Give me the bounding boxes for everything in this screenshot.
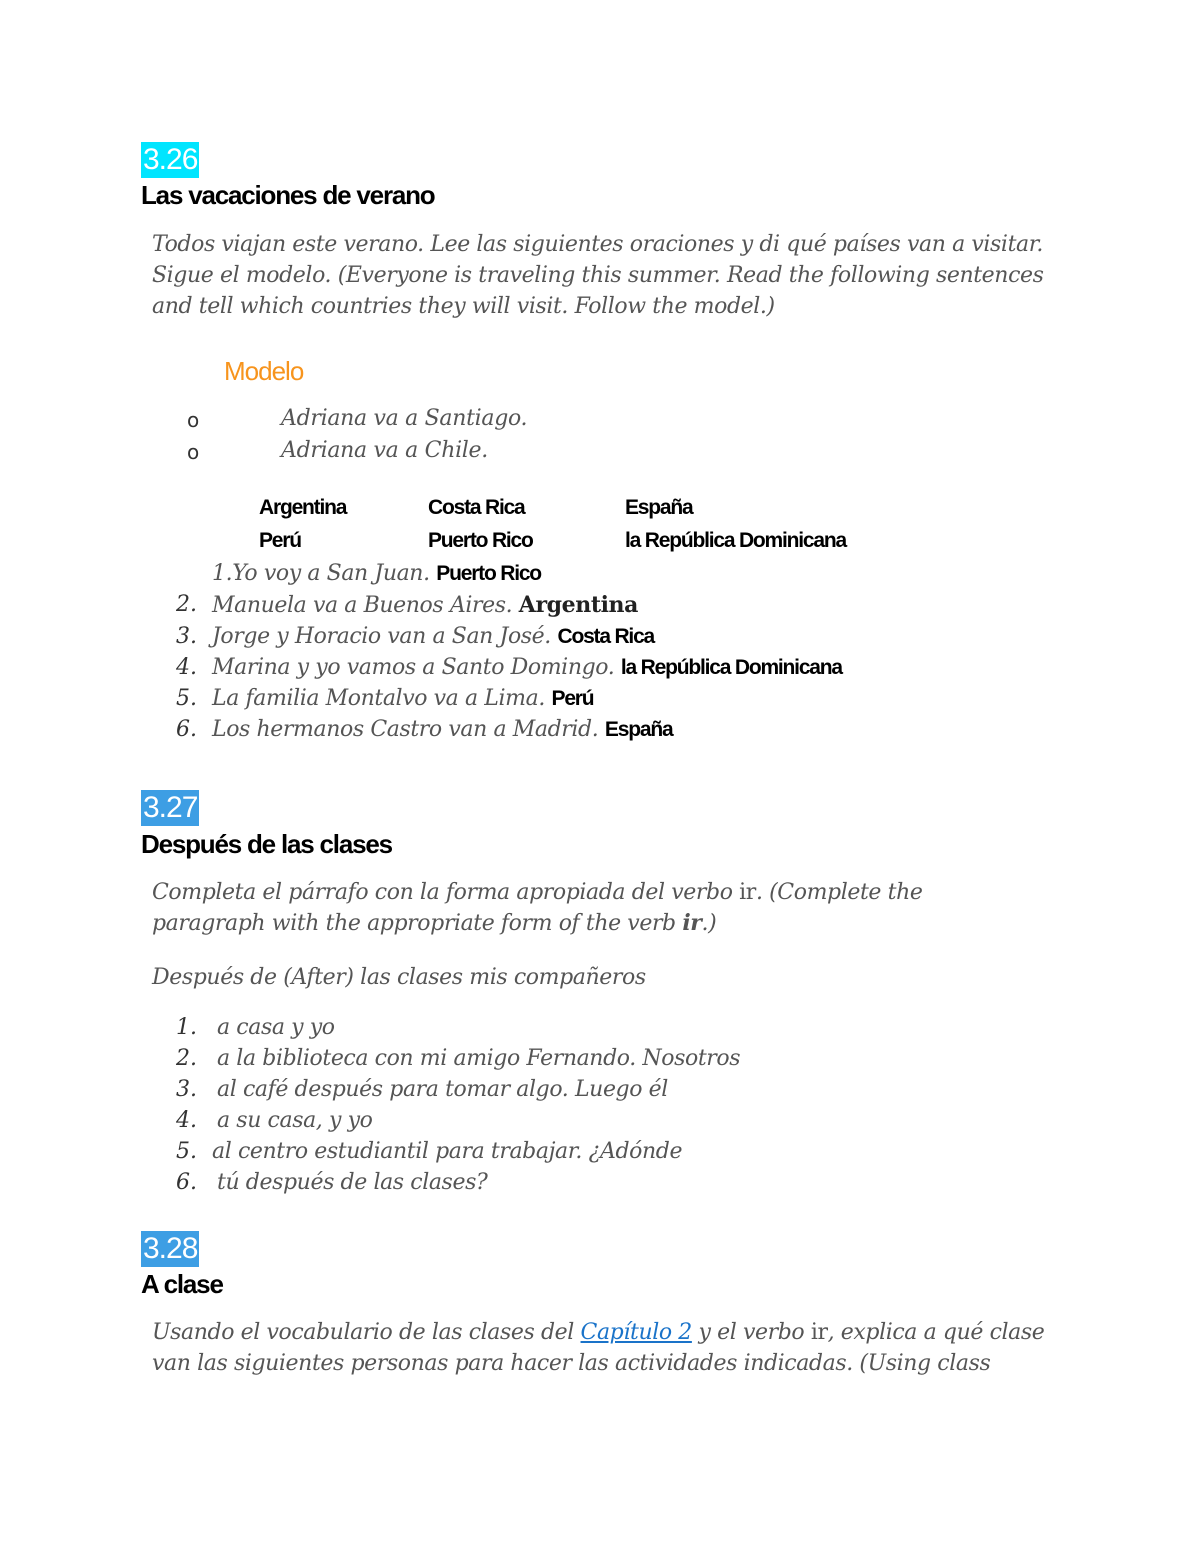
modelo-label: Modelo (224, 356, 304, 386)
instruction-line: Sigue el modelo. (Everyone is traveling this summer. Read the following sentences (152, 263, 1044, 288)
instruction-line: paragraph with the appropriate form of the verb ir.) (152, 910, 717, 936)
item-answer: Argentina (518, 592, 639, 618)
word-bank-item: Argentina (259, 496, 347, 519)
instructions (152, 1317, 1044, 1379)
list-item: al café después para tomar algo. Luego él (217, 1077, 668, 1102)
word-bank-item: Puerto Rico (428, 529, 533, 552)
list-item (212, 561, 541, 586)
list-item: a casa y yo (217, 1015, 335, 1040)
instructions (152, 229, 1044, 322)
item-number: 5. (176, 1139, 197, 1164)
verb-ir: ir (682, 910, 702, 936)
bullet-icon: o (187, 440, 200, 464)
word-bank-item: Costa Rica (428, 496, 525, 519)
item-number: 3. (176, 1077, 197, 1102)
item-answer: la República Dominicana (620, 656, 842, 679)
word-bank-item: España (625, 496, 693, 519)
item-text: Los hermanos Castro van a Madrid. (212, 717, 605, 742)
item-number: 4. (176, 1108, 197, 1133)
item-number: 3. (176, 624, 197, 649)
instruction-line: van las siguientes personas para hacer las actividades indicadas. (Using class (152, 1351, 991, 1376)
instructions (152, 877, 922, 939)
item-answer: Perú (551, 687, 594, 710)
list-item (212, 655, 842, 680)
section-number-badge: 3.28 (143, 1232, 198, 1265)
instruction-line: Todos viajan este verano. Lee las siguientes oraciones y di qué países van a visitar. (152, 232, 1044, 257)
paragraph-intro: Después de (After) las clases mis compañeros (152, 965, 646, 990)
item-answer: España (604, 718, 673, 741)
item-number: 6. (176, 1170, 197, 1195)
item-number: 1. (212, 561, 233, 586)
list-item (212, 717, 672, 742)
item-number: 2. (176, 1046, 197, 1071)
bullet-icon: o (187, 408, 200, 432)
verb-ir: ir (739, 880, 756, 905)
item-text: Yo voy a San Juan. (232, 561, 437, 586)
section-title: Después de las clases (141, 829, 392, 859)
item-number: 1. (176, 1015, 197, 1040)
instruction-line: Usando el vocabulario de las clases del Capítulo 2 y el verbo ir, explica a qué clase (152, 1320, 1045, 1345)
list-item: a la biblioteca con mi amigo Fernando. Nosotros (217, 1046, 741, 1071)
section-number-badge: 3.27 (143, 791, 198, 824)
item-answer: Puerto Rico (436, 562, 541, 585)
list-item: tú después de las clases? (217, 1170, 488, 1195)
item-text: Jorge y Horacio van a San José. (212, 624, 558, 649)
section-title: Las vacaciones de verano (141, 180, 435, 210)
model-sentence: Adriana va a Chile. (281, 438, 488, 463)
word-bank-item: Perú (259, 529, 301, 552)
list-item (212, 624, 654, 649)
section-number-badge: 3.26 (143, 143, 198, 176)
item-number: 5. (176, 686, 197, 711)
item-text: Manuela va a Buenos Aires. (212, 593, 519, 618)
list-item (212, 686, 593, 711)
item-text: Marina y yo vamos a Santo Domingo. (212, 655, 621, 680)
instruction-line: and tell which countries they will visit. Follow the model.) (152, 294, 775, 319)
item-number: 2. (176, 592, 197, 617)
item-number: 6. (176, 717, 197, 742)
list-item: al centro estudiantil para trabajar. ¿Adónde (212, 1139, 683, 1164)
item-number: 4. (176, 655, 197, 680)
model-sentence: Adriana va a Santiago. (281, 406, 528, 431)
list-item: a su casa, y yo (217, 1108, 373, 1133)
section-title: A clase (141, 1269, 223, 1299)
chapter-2-link[interactable]: Capítulo 2 (580, 1320, 692, 1345)
verb-ir: ir (810, 1320, 828, 1345)
list-item (212, 592, 638, 618)
item-answer: Costa Rica (557, 625, 655, 648)
instruction-line: Completa el párrafo con la forma apropiada del verbo ir. (Complete the (152, 880, 923, 905)
word-bank-item: la República Dominicana (625, 529, 846, 552)
item-text: La familia Montalvo va a Lima. (212, 686, 552, 711)
